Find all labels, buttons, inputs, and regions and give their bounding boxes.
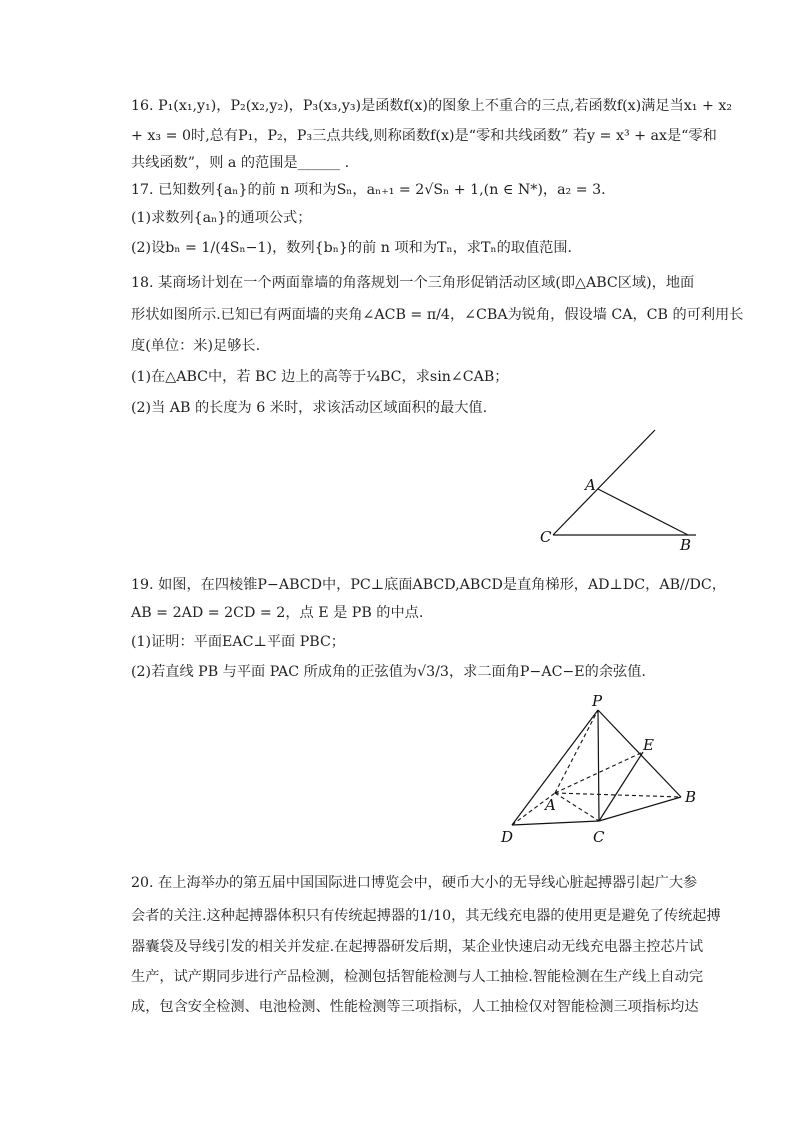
q18-line-3: 度(单位：米)足够长. [131, 338, 261, 354]
q19-line-2: AB = 2AD = 2CD = 2，点 E 是 PB 的中点. [131, 605, 424, 621]
q20-line-5: 成，包含安全检测、电池检测、性能检测等三项指标，人工抽检仅对智能检测三项指标均达 [131, 999, 699, 1015]
label-b: B [685, 788, 697, 806]
pyramid-figure [495, 690, 715, 850]
triangle-figure [530, 420, 710, 555]
q19-line-1: 19. 如图，在四棱锥P−ABCD中，PC⊥底面ABCD,ABCD是直角梯形，AD⊥DC，AB//DC， [131, 577, 726, 593]
label-d: D [501, 828, 514, 846]
q17-line-2: (1)求数列{aₙ}的通项公式； [131, 210, 312, 226]
q20-line-4: 生产，试产期同步进行产品检测，检测包括智能检测与人工抽检.智能检测在生产线上自动完 [131, 969, 704, 985]
q16-line-2: + x₃ = 0时,总有P₁，P₂，P₃三点共线,则称函数f(x)是“零和共线函数” 若y = x³ + ax是“零和 [131, 128, 717, 144]
q18-line-2: 形状如图所示.已知已有两面墙的夹角∠ACB = π/4，∠CBA为锐角，假设墙 CA，CB 的可利用长 [131, 307, 744, 323]
label-b: B [680, 536, 692, 554]
label-c: C [540, 528, 552, 546]
q19-line-4: (2)若直线 PB 与平面 PAC 所成角的正弦值为√3/3，求二面角P−AC−E的余弦值. [131, 664, 646, 680]
q18-line-5: (2)当 AB 的长度为 6 米时，求该活动区域面积的最大值. [131, 400, 488, 416]
q19-line-3: (1)证明：平面EAC⊥平面 PBC； [131, 634, 345, 650]
label-p: P [592, 692, 603, 710]
label-a: A [585, 476, 596, 494]
q20-line-1: 20. 在上海举办的第五届中国国际进口博览会中，硬币大小的无导线心脏起搏器引起广大参 [131, 875, 698, 891]
q16-line-1: 16. P₁(x₁,y₁)，P₂(x₂,y₂)，P₃(x₃,y₃)是函数f(x)的图象上不重合的三点,若函数f(x)满足当x₁ + x₂ [131, 98, 733, 114]
label-e: E [643, 736, 654, 754]
label-c: C [593, 828, 605, 846]
q18-line-1: 18. 某商场计划在一个两面靠墙的角落规划一个三角形促销活动区域(即△ABC区域)，地面 [131, 275, 695, 291]
q18-line-4: (1)在△ABC中，若 BC 边上的高等于¼BC，求sin∠CAB； [131, 369, 509, 385]
label-a: A [545, 796, 556, 814]
q17-line-3: (2)设bₙ = 1/(4Sₙ−1)，数列{bₙ}的前 n 项和为Tₙ，求Tₙ的取值范围. [131, 240, 573, 256]
q20-line-3: 器囊袋及导线引发的相关并发症.在起搏器研发后期，某企业快速启动无线充电器主控芯片试 [131, 939, 704, 955]
q20-line-2: 会者的关注.这种起搏器体积只有传统起搏器的1/10，其无线充电器的使用更是避免了传统起搏 [131, 908, 721, 924]
q16-line-3: 共线函数”，则 a 的范围是______ . [131, 155, 350, 171]
q17-line-1: 17. 已知数列{aₙ}的前 n 项和为Sₙ，aₙ₊₁ = 2√Sₙ + 1,(n ∈ N*)，a₂ = 3. [131, 182, 606, 198]
